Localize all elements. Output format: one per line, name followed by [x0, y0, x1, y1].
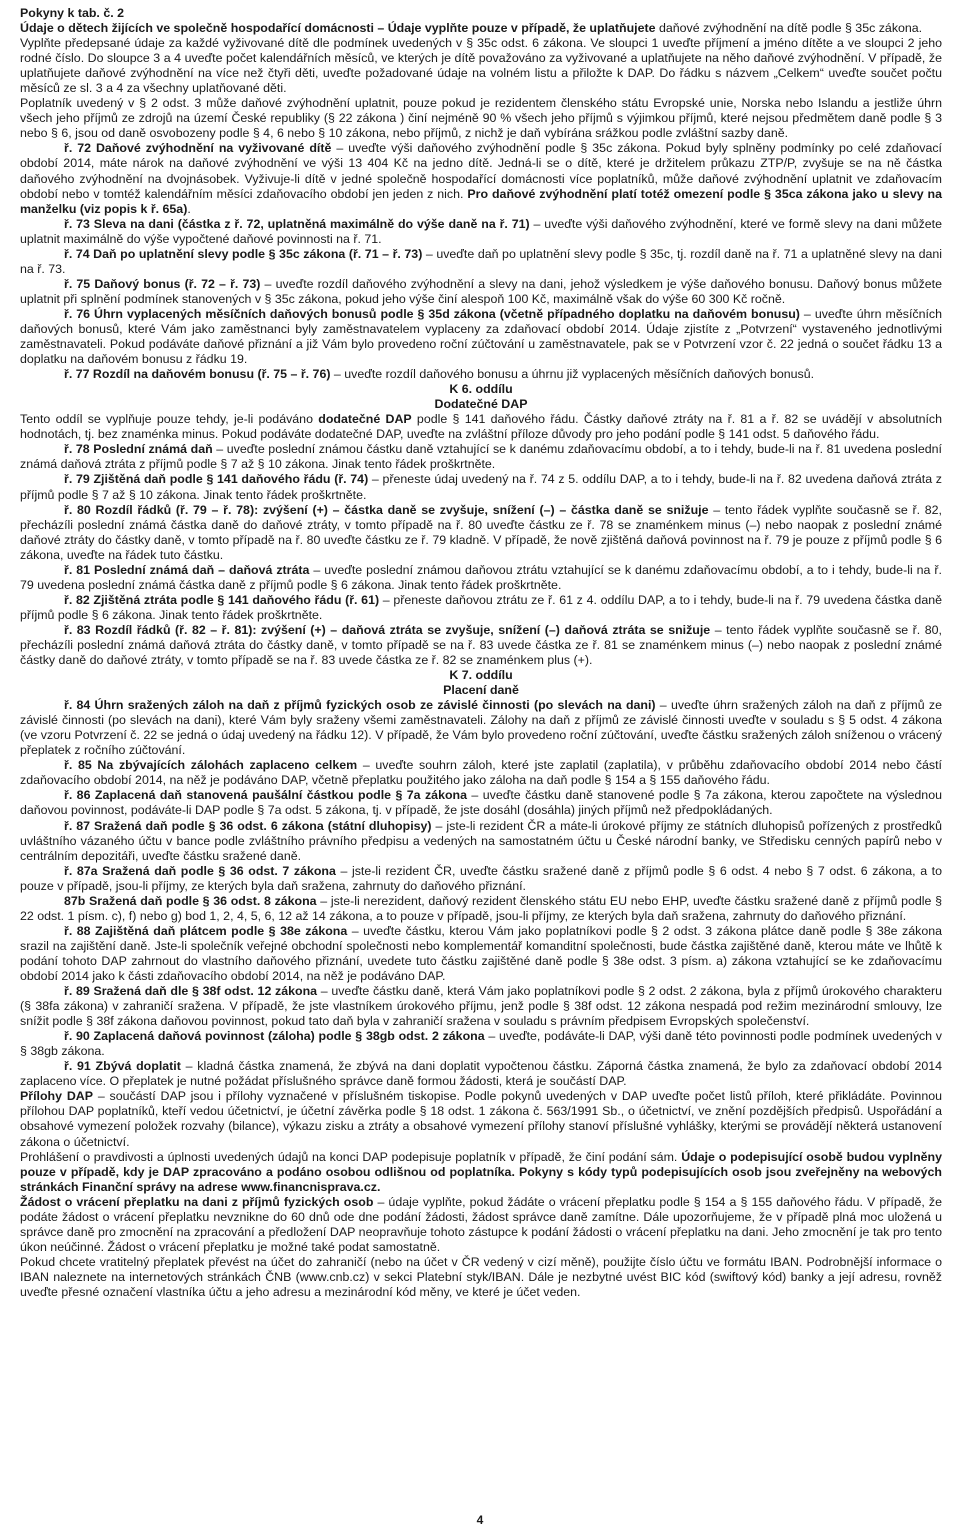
bold-run: Údaje o podepisující osobě budou vyplněny pouze v případě, kdy je DAP zpracováno a podáno osobou odlišnou od poplatníka. Pokyny s kódy typů podepisujících osob jsou zveřejněny na webových stránkách Finanční správy na adrese www.financnisprava.cz.: [20, 1149, 942, 1194]
bold-run: Žádost o vrácení přeplatku na dani z příjmů fyzických osob: [20, 1194, 374, 1209]
text-run: – uveďte úhrn měsíčních daňových bonusů, které Vám jako zaměstnanci byly zaměstnavatelem vyplaceny za zdaňovací období 2014. Údaje zjistíte z „Potvrzení“ vystaveného jednotlivými zaměstnavateli. Pokud podáváte daňové přiznání a již Vám bylo provedeno roční zúčtování u zaměstnavatele, pak se v Potvrzení vzor č. 22 jedná o součet řádku 13 a doplatku na daňovém bonusu z řádku 19.: [20, 306, 943, 367]
paragraph: [20, 623, 942, 668]
bold-run: ř. 85 Na zbývajících zálohách zaplaceno celkem: [64, 758, 358, 773]
paragraph: [20, 1255, 942, 1300]
paragraph: [20, 96, 942, 141]
paragraph: [20, 1089, 942, 1149]
text-run: – uveďte výši daňového zvýhodnění podle § 35c zákona. Pokud byly splněny podmínky po celé zdaňovací období 2014, máte nárok na daňové zvýhodnění ve výši 13 404 Kč na jedno dítě. Jedná-li se o dítě, které je držitelem průkazu ZTP/P, zvyšuje se na ně částka daňového zvýhodnění na dvojnásobek. Vyživuje-li dítě v jedné společně hospodařící domácnosti více poplatníků, může daňové zvýhodnění uplatnit ve zdaňovacím období nebo v tomtéž kalendářním měsíci zdaňovacího období jen jeden z nich.: [20, 141, 942, 201]
text-run: – uveďte poslední známou částku daně vztahující se k danému zdaňovacímu období, a to i tehdy, bude-li na ř. 81 uvedena poslední známá daňová ztráta z příjmů podle § 7 až § 10 zákona. Jinak tento řádek proškrtněte.: [20, 442, 942, 472]
bold-run: Přílohy DAP: [20, 1089, 93, 1104]
paragraph: [20, 141, 942, 216]
bold-run: ř. 83 Rozdíl řádků (ř. 82 – ř. 81): zvýšení (+) – daňová ztráta se zvyšuje, snížení (–) daňová ztráta se snižuje: [64, 622, 711, 637]
text-run: – uveďte částku daně, která Vám jako poplatníkovi podle § 2 odst. 2 zákona, byla z příjmů úrokového charakteru (§ 38fa zákona) v zahraničí sražena. V případě, že jste vlastníkem úrokového příjmu, jenž podle § 38f odst. 12 zákona nespadá pod režim mezinárodní smlouvy, lze snížit podle § 38f zákona daňovou povinnost, pokud tato daň byla v zahraničí sražena v souladu s právním předpisem Evropských společenství.: [20, 984, 942, 1029]
bold-run: ř. 74 Daň po uplatnění slevy podle § 35c zákona (ř. 71 – ř. 73): [64, 246, 423, 261]
text-run: – kladná částka znamená, že zbývá na dani doplatit vypočtenou částku. Záporná částka znamená, že bylo za zdaňovací období 2014 zaplaceno více. O přeplatek je nutné požádat příslušného správce daně formou žádosti, která je součástí DAP.: [20, 1059, 943, 1089]
text-run: Vyplňte předepsané údaje za každé vyživované dítě dle podmínek uvedených v § 35c odst. 6 zákona. Ve sloupci 1 uveďte příjmení a jméno dítěte a ve sloupci 2 jeho rodné číslo. Do sloupce 3 a 4 uveďte počet kalendářních měsíců, ve kterých je dítě považováno za vyživované a uplatňujete na něho daňové zvýhodnění. V případě, že uplatňujete daňové zvýhodnění na více než čtyři děti, uveďte požadované údaje na volném listu a přiložte k DAP. Do řádku s názvem „Celkem“ uveďte součet počtu měsíců ze sl. 3 a 4 za všechny uplatňované děti.: [20, 36, 942, 96]
bold-run: ř. 75 Daňový bonus (ř. 72 – ř. 73): [64, 276, 261, 291]
bold-run: ř. 88 Zajištěná daň plátcem podle § 38e zákona: [64, 923, 348, 938]
paragraph: [20, 1059, 942, 1089]
paragraph: [20, 563, 942, 593]
text-run: – uveďte výši daňového zvýhodnění, které ve formě slevy na dani můžete uplatnit maximálně do výše vypočtené daňové povinnosti na ř. 71.: [20, 216, 942, 246]
text-run: – uveďte daň po uplatnění slevy podle § 35c, tj. rozdíl daně na ř. 71 a uplatněné slevy na dani na ř. 73.: [20, 246, 942, 276]
text-run: – uveďte částku, kterou Vám jako poplatníkovi podle § 2 odst. 3 zákona plátce daně podle § 38e zákona srazil na zajištění daně. Jste-li společník veřejné obchodní společnosti nebo komplementář komanditní společnosti, bude částka zajištěné daně, kterou máte ve lhůtě k podání tohoto DAP zahrnout do vlastního daňového přiznání, uvedete tuto částku zajištěné daně podle § 38e odst. 3 písm. a) zákona vztahující se ke zdaňovacímu období 2014 jako k části zdaňovacího období 2014, na něž je podáváno DAP.: [20, 923, 942, 983]
bold-run: ř. 76 Úhrn vyplacených měsíčních daňových bonusů podle § 35d zákona (včetně případného doplatku na daňovém bonusu): [64, 306, 800, 321]
text-run: – součástí DAP jsou i přílohy vyznačené v příslušném tiskopise. Podle pokynů uvedených v DAP uveďte počet listů příloh, které přikládáte. Povinnou přílohou DAP poplatníků, kteří vedou účetnictví, je účetní závěrka podle § 18 odst. 1 zákona č. 563/1991 Sb., o účetnictví, ve znění pozdějších předpisů. Uspořádání a obsahové vymezení položek rozvahy (bilance), výkazu zisku a ztráty a obsahové vymezení přílohy stanoví příslušné vyhlášky, kterými se provádějí některá ustanovení zákona o účetnictví.: [20, 1089, 942, 1149]
paragraph: [20, 412, 942, 442]
section-subheading: Dodatečné DAP: [434, 397, 528, 412]
text-run: – uveďte souhrn záloh, které jste zaplatil (zaplatila), v průběhu zdaňovacího období 2014 nebo částí zdaňovacího období 2014, na něž je podáváno DAP, včetně přeplatku použitého jako záloha na daň podle § 154 a § 155 daňového řádu.: [20, 758, 942, 788]
text-run: – uveďte úhrn sražených záloh na daň z příjmů ze závislé činnosti (po slevách na dani), které Vám byly sraženy všemi zaměstnavateli. Zálohy na daň z příjmů ze závislé činnosti uveďte v souladu s § 5 odst. 4 zákona (ve vzoru Potvrzení č. 22 se jedná o údaj uvedený na řádku 12). V případě, že Vám bylo provedeno roční zúčtování, uveďte částku sražených záloh sníženou o vrácený přeplatek z ročního zúčtování.: [20, 698, 942, 758]
bold-run: ř. 77 Rozdíl na daňovém bonusu (ř. 75 – ř. 76): [64, 367, 331, 382]
paragraph: [20, 503, 942, 563]
bold-run: ř. 72 Daňové zvýhodnění na vyživované dítě: [64, 141, 332, 156]
page-number: 4: [476, 1513, 484, 1527]
text-run: – tento řádek vyplňte současně se ř. 82, přecházíli poslední známá částka daně do daňové ztráty, v tomto případě na ř. 80 uveďte částku ze ř. 78 se znaménkem minus (–) nebo naopak z poslední známé daňové ztráty do částky daně, v tomto případě na ř. 80 uveďte částku ze ř. 79 kladně. V případě, že nově zjištěná daňová povinnost na ř. 79 je pouze z příjmů podle § 6 zákona, uveďte na řádek tuto částku.: [20, 502, 942, 562]
bold-run: Pokyny k tab. č. 2: [20, 6, 124, 20]
bold-run: ř. 81 Poslední známá daň – daňová ztráta: [64, 562, 310, 577]
document-body: [20, 6, 942, 1300]
text-run: podle § 141 daňového řádu. Částky daňové ztráty na ř. 81 a ř. 82 se uvádějí v absolutních hodnotách, tj. bez znaménka minus. Pokud podáváte dodatečné DAP, uveďte na zvláštní příloze důvody pro jeho podání podle § 141 odst. 5 daňového řádu.: [20, 412, 942, 442]
text-run: .: [187, 201, 191, 216]
bold-run: Údaje o dětech žijících ve společně hospodařící domácnosti – Údaje vyplňte pouze v případě, že uplatňujete: [20, 21, 656, 36]
text-run: – jste-li rezident ČR a máte-li úrokové příjmy ze státních dluhopisů pořízených z prostředků uvláštního vázaného účtu v bance podle zvláštního právního předpisu a vedených na samostatném účtu u České národní banky, ve Středisku cenných papírů nebo v centrálním depozitáři, uveďte částku sražené daně.: [20, 818, 942, 863]
text-run: – údaje vyplňte, pokud žádáte o vrácení přeplatku podle § 154 a § 155 daňového řádu. V případě, že podáte žádost o vrácení přeplatku nevznikne do 60 dnů ode dne podání žádosti, žádost správce daně zamítne. Dále upozorňujeme, že v případě plná moc uložená u správce daně pro zmocnění na zpracování a předložení DAP neopravňuje tohoto zástupce k podání žádosti o vrácení přeplatku na dani. Jeho zmocnění je tak pro tento úkon neúčinné. Žádost o vrácení přeplatku je možné také podat samostatně.: [20, 1194, 942, 1254]
section-heading: K 6. oddílu: [449, 382, 513, 397]
bold-run: ř. 73 Sleva na dani (částka z ř. 72, uplatněná maximálně do výše daně na ř. 71): [64, 216, 530, 231]
paragraph: [20, 698, 942, 758]
bold-run: ř. 80 Rozdíl řádků (ř. 79 – ř. 78): zvýšení (+) – částka daně se zvyšuje, snížení (–) – částka daně se snižuje: [64, 502, 709, 517]
paragraph: [20, 442, 942, 472]
paragraph: [20, 1029, 942, 1059]
bold-run: dodatečné DAP: [318, 412, 412, 427]
paragraph: [20, 984, 942, 1029]
bold-run: ř. 78 Poslední známá daň: [64, 442, 213, 457]
paragraph: [20, 1150, 942, 1195]
paragraph: [20, 864, 942, 894]
text-run: Poplatník uvedený v § 2 odst. 3 může daňové zvýhodnění uplatnit, pouze pokud je rezidentem členského státu Evropské unie, Norska nebo Islandu a jestliže úhrn všech jeho příjmů ze zdrojů na území České republiky (§ 22 zákona ) činí nejméně 90 % všech jeho příjmů s výjimkou příjmů, které nejsou předmětem daně podle § 3 nebo § 6, jsou od daně osvobozeny podle § 4, 6 nebo § 10 zákona, nebo příjmů, z nichž je daň vybírána srážkou podle zvláštní sazby daně.: [20, 96, 942, 141]
text-run: – uveďte poslední známou daňovou ztrátu vztahující se k danému zdaňovacímu období, a to i tehdy, bude-li na ř. 79 uvedena poslední známá částka daně z příjmů podle § 6 zákona. Jinak tento řádek proškrtněte.: [20, 562, 942, 592]
bold-run: ř. 89 Sražená daň dle § 38f odst. 12 zákona: [64, 984, 318, 999]
paragraph: [20, 277, 942, 307]
text-run: – jste-li rezident ČR, uveďte částku sražené daně z příjmů podle § 6 odst. 4 nebo § 7 odst. 6 zákona, a to pouze v případě, jsou-li příjmy, ze kterých byla daň sražena, zahrnuty do daňového přiznání.: [20, 863, 942, 893]
paragraph: [20, 472, 942, 502]
text-run: – uveďte rozdíl daňového zvýhodnění a slevy na dani, jehož výsledkem je výše daňového bonusu. Daňový bonus můžete uplatnit při splnění podmínek stanovených v § 35c zákona, pokud jeho výše činí alespoň 100 Kč, maximálně však do výše 60 300 Kč ročně.: [20, 276, 942, 306]
paragraph: [20, 593, 942, 623]
section-heading: K 7. oddílu: [449, 668, 513, 683]
text-run: – přeneste daňovou ztrátu ze ř. 61 z 4. oddílu DAP, a to i tehdy, bude-li na ř. 79 uvedena částka daně příjmů podle § 6 zákona. Jinak tento řádek proškrtněte.: [20, 592, 942, 622]
text-run: – uveďte částku daně stanovené podle § 7a zákona, kterou započtete na výslednou daňovou povinnost, podáváte-li DAP podle § 7a odst. 5 zákona, tj. v případě, že jste dosáhl (dosáhla) jiných příjmů než předpokládaných.: [20, 788, 942, 818]
bold-run: ř. 90 Zaplacená daňová povinnost (záloha) podle § 38gb odst. 2 zákona: [64, 1029, 485, 1044]
paragraph: [20, 758, 942, 788]
paragraph: [20, 1195, 942, 1255]
paragraph: [20, 247, 942, 277]
text-run: daňové zvýhodnění na dítě podle § 35c zákona.: [655, 21, 923, 36]
bold-run: ř. 82 Zjištěná ztráta podle § 141 daňového řádu (ř. 61): [64, 592, 380, 607]
text-run: – uveďte rozdíl daňového bonusu a úhrnu již vyplacených měsíčních daňových bonusů.: [330, 367, 815, 382]
paragraph: [20, 21, 942, 36]
bold-run: ř. 84 Úhrn sražených záloh na daň z příjmů fyzických osob ze závislé činnosti (po slevách na dani): [64, 698, 656, 713]
paragraph: [20, 6, 942, 21]
bold-run: ř. 87a Sražená daň podle § 36 odst. 7 zákona: [64, 863, 336, 878]
bold-run: 87b Sražená daň podle § 36 odst. 8 zákona: [64, 893, 317, 908]
text-run: – jste-li nerezident, daňový rezident členského státu EU nebo EHP, uveďte částku sražené daně z příjmů podle § 22 odst. 1 písm. c), f) nebo g) bod 1, 2, 4, 5, 6, 12 až 14 zákona, a to pouze v případě, jsou-li příjmy, ze kterých byla daň sražena, zahrnuty do daňového přiznání.: [20, 893, 942, 923]
bold-run: ř. 86 Zaplacená daň stanovená paušální částkou podle § 7a zákona: [64, 788, 467, 803]
bold-run: Pro daňové zvýhodnění platí totéž omezení podle § 35ca zákona jako u slevy na manželku (viz popis k ř. 65a): [20, 186, 942, 216]
paragraph: [20, 924, 942, 984]
paragraph: [20, 307, 942, 367]
text-run: – přeneste údaj uvedený na ř. 74 z 5. oddílu DAP, a to i tehdy, bude-li na ř. 82 uvedena daňová ztráta z příjmů podle § 7 až § 10 zákona. Jinak tento řádek proškrtněte.: [20, 472, 943, 502]
section-subheading: Placení daně: [443, 683, 519, 698]
bold-run: ř. 87 Sražená daň podle § 36 odst. 6 zákona (státní dluhopisy): [64, 818, 432, 833]
text-run: Prohlášení o pravdivosti a úplnosti uvedených údajů na konci DAP podepisuje poplatník v případě, že činí podání sám.: [20, 1149, 682, 1164]
paragraph: [20, 788, 942, 818]
paragraph: [20, 819, 942, 864]
paragraph: [20, 894, 942, 924]
bold-run: ř. 79 Zjištěná daň podle § 141 daňového řádu (ř. 74): [64, 472, 369, 487]
paragraph: [20, 217, 942, 247]
paragraph: [20, 36, 942, 96]
text-run: Pokud chcete vratitelný přeplatek převést na účet do zahraničí (nebo na účet v ČR vedený v cizí měně), použijte číslo účtu ve formátu IBAN. Podrobnější informace o IBAN naleznete na internetových stránkách ČNB (www.cnb.cz) v sekci Platební styk/IBAN. Dále je nezbytné uvést BIC kód (swiftový kód) banky a její adresu, rovněž uveďte přesné označení vlastníka účtu a jeho adresu a mezinárodní kód měny, ve které je účet veden.: [20, 1254, 942, 1299]
paragraph: [20, 367, 942, 382]
text-run: Tento oddíl se vyplňuje pouze tehdy, je-li podáváno: [20, 412, 319, 427]
bold-run: ř. 91 Zbývá doplatit: [64, 1059, 181, 1074]
text-run: – tento řádek vyplňte současně se ř. 80, přecházíli poslední známá daňová ztráta do částky daně, v tomto případě se na ř. 83 uvede částka ze ř. 81 se znaménkem minus (–) nebo naopak z poslední známé částky daně do daňové ztráty, v tomto případě se na ř. 83 uvede částka ze ř. 82 se znaménkem plus (+).: [20, 622, 942, 668]
text-run: – uveďte, podáváte-li DAP, výši daně této povinnosti podle podmínek uvedených v § 38gb zákona.: [20, 1029, 943, 1059]
